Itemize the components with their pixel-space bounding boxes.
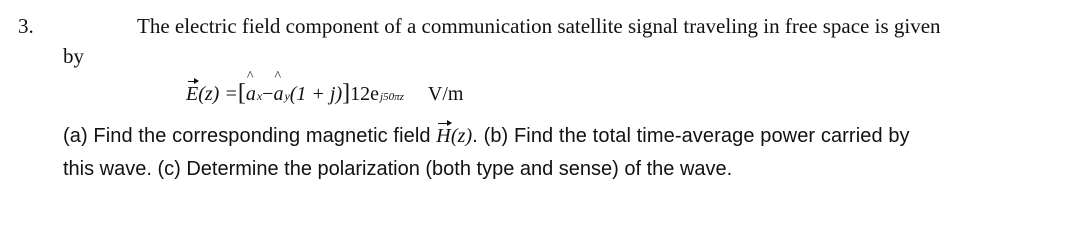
problem-statement-line-3 xyxy=(63,125,910,148)
field-unit: V/m xyxy=(427,83,464,105)
part-a-text: (a) Find the corresponding magnetic field xyxy=(63,125,437,147)
unit-vector-ax: ^ a xyxy=(246,83,256,106)
minus-sign: − xyxy=(262,83,274,105)
exponent: j50πz xyxy=(380,91,404,103)
problem-statement-line-4: this wave. (c) Determine the polarization (both type and sense) of the wave. xyxy=(63,158,733,180)
electric-field-symbol: E xyxy=(186,83,199,105)
problem-number: 3. xyxy=(18,14,34,38)
bracket-open: [ xyxy=(237,80,246,106)
magnetic-field-symbol: H xyxy=(436,125,451,147)
unit-vector-ax-subscript: x xyxy=(256,89,263,103)
equation-lhs-argument: (z) = xyxy=(198,83,238,105)
electric-field-equation xyxy=(186,80,463,107)
amplitude: 12e xyxy=(350,83,380,105)
unit-vector-ay: ^ a xyxy=(273,83,283,106)
problem-statement-line-1: The electric field component of a communication satellite signal traveling in free space is given xyxy=(137,14,941,38)
unit-vector-ay-subscript: y xyxy=(284,89,290,103)
magnetic-field-argument: (z) xyxy=(450,125,473,147)
complex-factor: (1 + j) xyxy=(289,83,343,105)
problem-statement-line-2: by xyxy=(63,44,84,68)
part-b-text: . (b) Find the total time-average power carried by xyxy=(472,125,910,147)
bracket-close: ] xyxy=(342,80,351,106)
